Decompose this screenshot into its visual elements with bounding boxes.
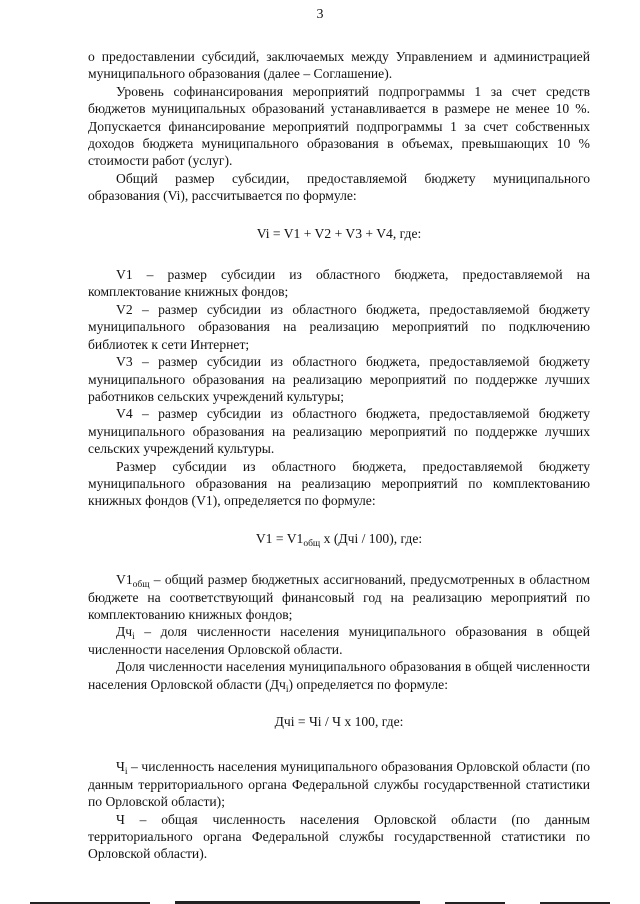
v1-total-lead: V1 xyxy=(116,572,133,588)
page-number: 3 xyxy=(316,7,324,22)
formula-v1-subscript: общ xyxy=(303,538,321,549)
formula-v1-lead: V1 = V1 xyxy=(255,530,304,546)
paragraph-agreement: о предоставлении субсидий, заключаемых между Управлением и администрацией муниципального образования (далее – Соглашение). xyxy=(88,49,590,82)
population-municipal-subscript: i xyxy=(124,767,128,778)
v1-total-tail: – общий размер бюджетных ассигнований, предусмотренных в областном бюджете на соответствующий финансовый год на реализацию мероприятий по комплектованию книжных фондов; xyxy=(88,572,590,622)
paragraph-v1-definition: V1 – размер субсидии из областного бюджета, предоставляемой на комплектование книжных фондов; xyxy=(88,267,590,300)
paragraph-cofinancing: Уровень софинансирования мероприятий подпрограммы 1 за счет средств бюджетов муниципальных образований устанавливается в размере не менее 10 %. Допускается финансирование мероприятий подпрограммы 1 за счет собственных доходов бюджета муниципального образования в объемах, превышающих 10 % стоимости работ (услуг). xyxy=(88,83,590,169)
formula-v1 xyxy=(88,530,590,547)
scan-bottom-edge xyxy=(0,898,640,904)
paragraph-population-total: Ч – общая численность населения Орловской области (по данным территориального органа Федеральной службы государственной статистики по Орловской области). xyxy=(88,811,590,862)
population-municipal-lead: Ч xyxy=(116,759,125,775)
share-intro-tail: ) определяется по формуле: xyxy=(288,676,448,692)
paragraph-v2-definition: V2 – размер субсидии из областного бюджета, предоставляемой бюджету муниципального образования на реализацию мероприятий по подключению библиотек к сети Интернет; xyxy=(88,301,590,352)
share-lead: Дч xyxy=(116,624,133,640)
document-body xyxy=(88,48,590,863)
share-intro-lead: Доля численности населения муниципального образования в общей численности населения Орловской области (Дч xyxy=(88,659,590,692)
paragraph-v4-definition: V4 – размер субсидии из областного бюджета, предоставляемой бюджету муниципального образования на реализацию мероприятий по поддержке лучших сельских учреждений культуры. xyxy=(88,406,590,457)
formula-v1-tail: х (Дчi / 100), где: xyxy=(320,530,423,546)
formula-total-subsidy: Vi = V1 + V2 + V3 + V4, где: xyxy=(256,225,422,241)
paragraph-share-formula-intro xyxy=(88,658,590,693)
formula-share: Дчi = Чi / Ч х 100, где: xyxy=(274,714,404,729)
paragraph-v1-size: Размер субсидии из областного бюджета, предоставляемой бюджету муниципального образования на реализацию мероприятий по комплектованию книжных фондов (V1), определяется по формуле: xyxy=(88,458,590,509)
paragraph-total-subsidy: Общий размер субсидии, предоставляемой бюджету муниципального образования (Vi), рассчитывается по формуле: xyxy=(88,170,590,204)
paragraph-share-definition xyxy=(88,623,590,658)
share-intro-subscript: i xyxy=(285,684,289,695)
paragraph-v1-total-definition xyxy=(88,571,590,623)
share-tail: – доля численности населения муниципального образования в общей численности населения Орловской области. xyxy=(88,624,590,657)
share-subscript: i xyxy=(132,632,135,643)
paragraph-v3-definition: V3 – размер субсидии из областного бюджета, предоставляемой бюджету муниципального образования на реализацию мероприятий по поддержке лучших работников сельских учреждений культуры; xyxy=(88,354,590,404)
paragraph-population-municipal xyxy=(88,758,590,810)
v1-total-subscript: общ xyxy=(132,580,150,591)
population-municipal-tail: – численность населения муниципального образования Орловской области (по данным территориального органа Федеральной службы государственной статистики по Орловской области); xyxy=(88,759,590,810)
